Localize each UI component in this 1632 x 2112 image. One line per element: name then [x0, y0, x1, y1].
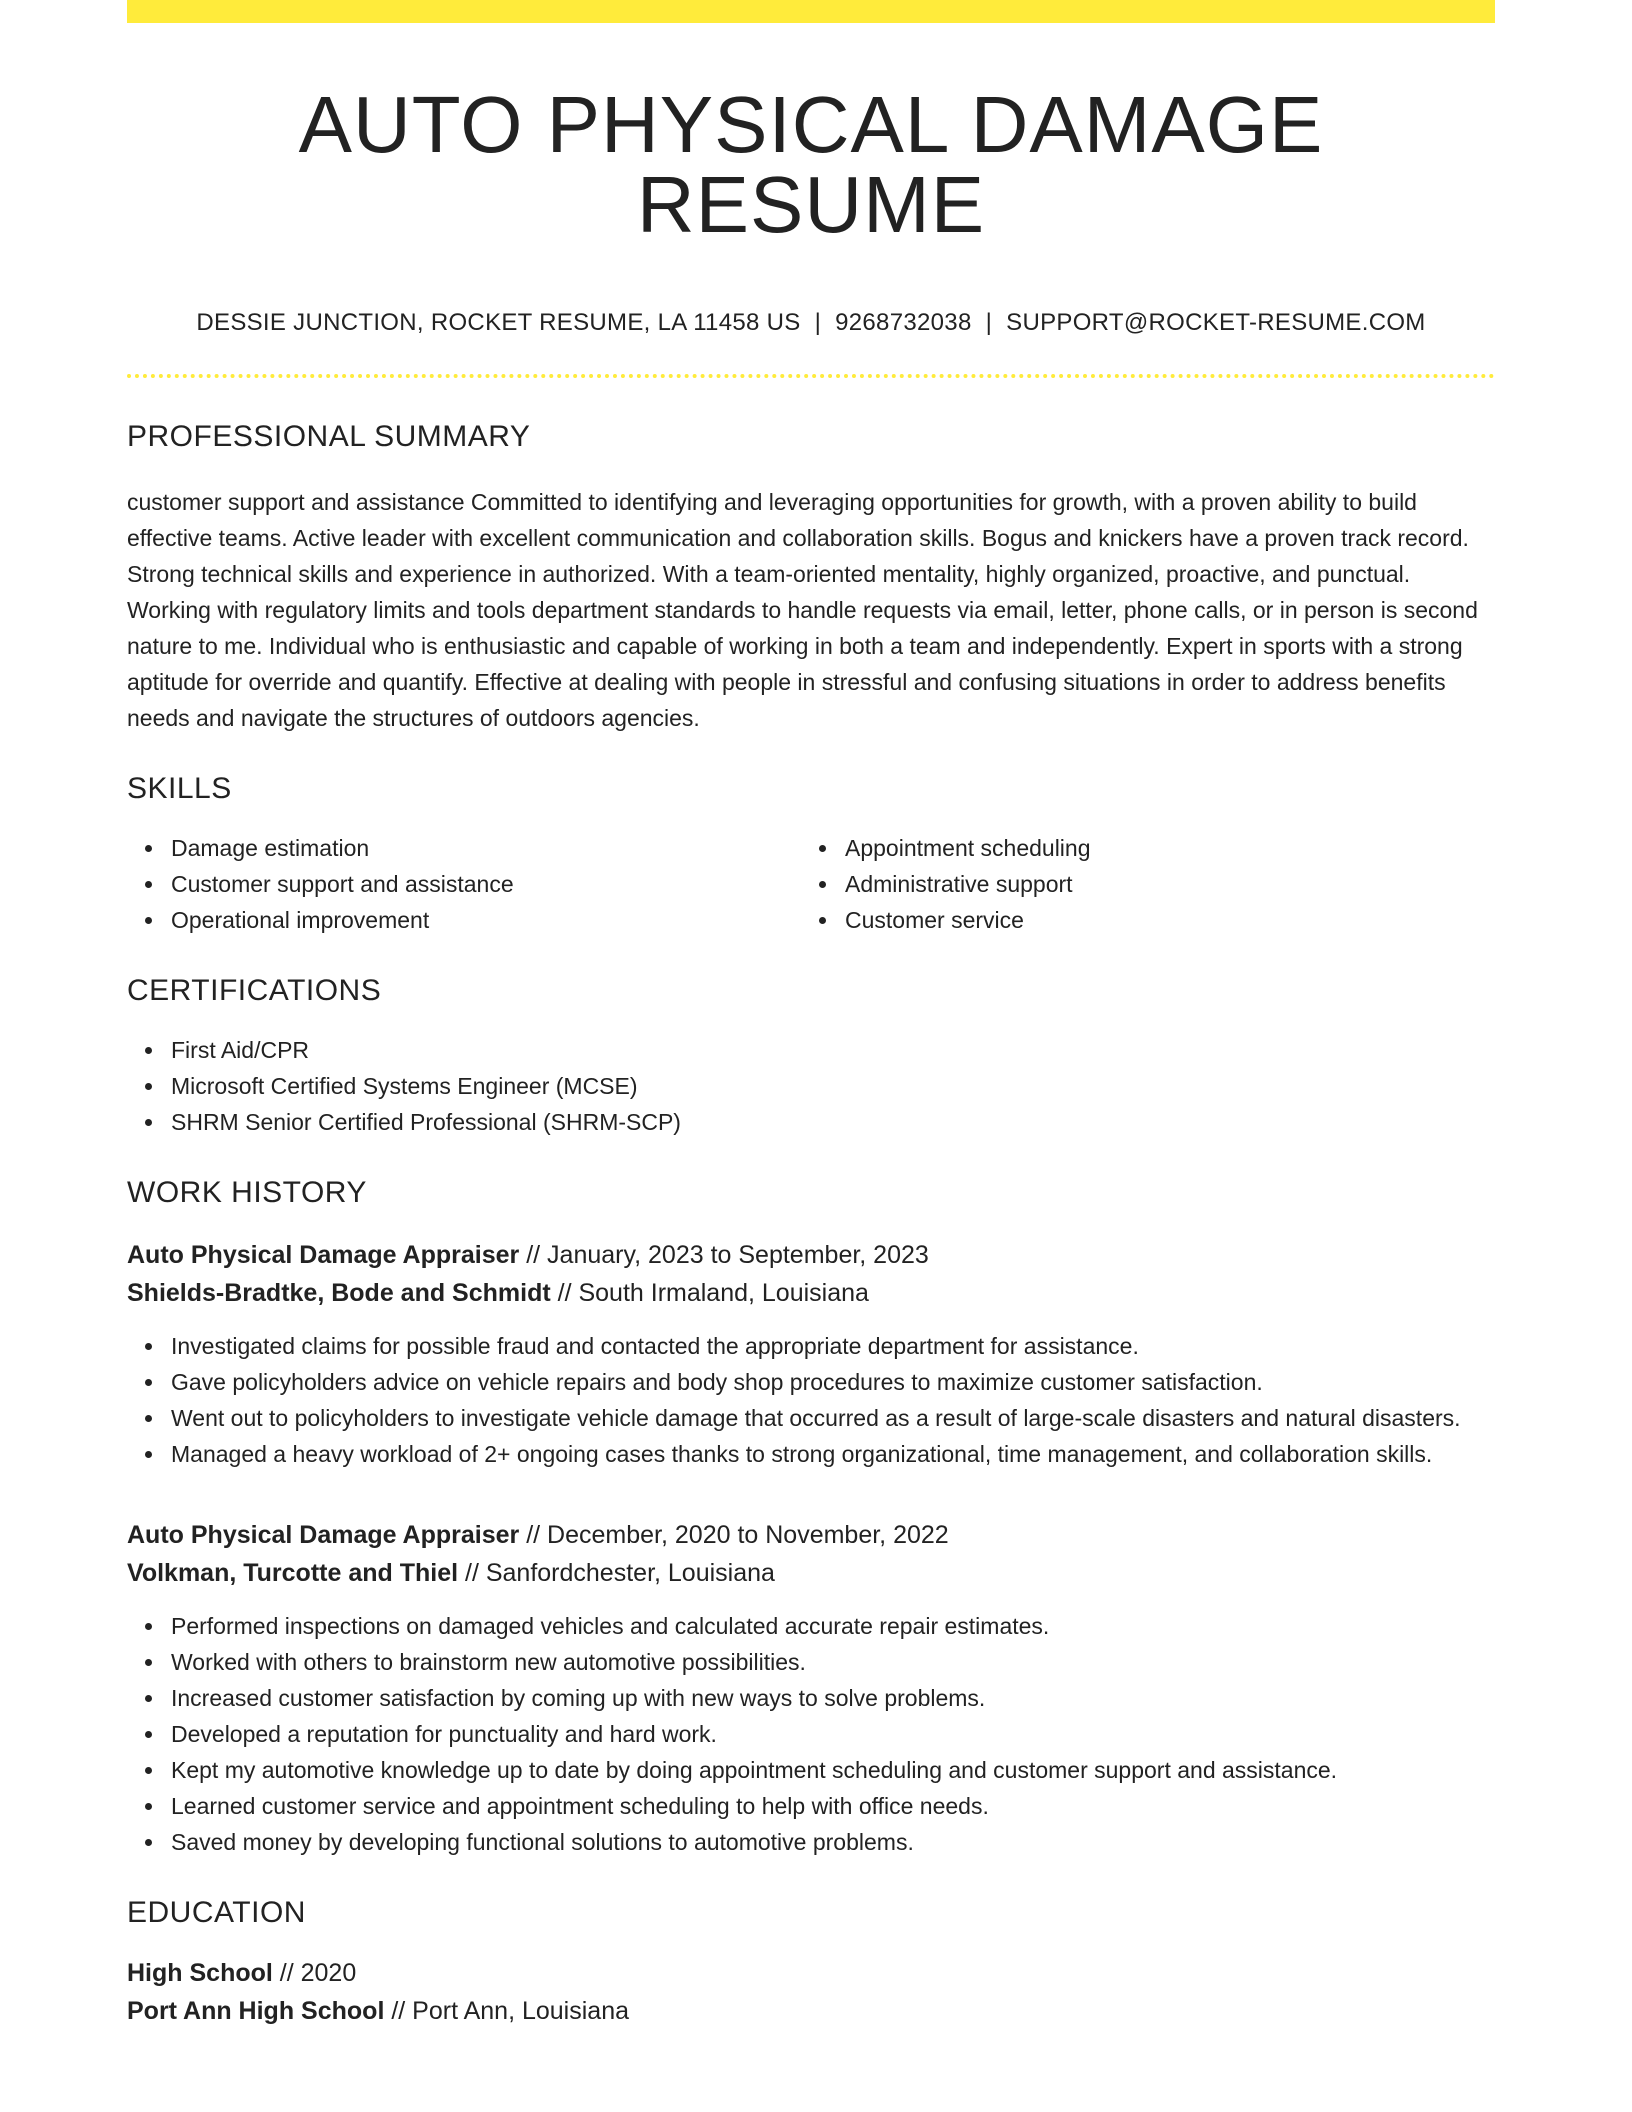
skill-item: Administrative support — [801, 866, 1475, 902]
job-bullet: Increased customer satisfaction by coming up with new ways to solve problems. — [127, 1680, 1495, 1716]
job-bullet: Went out to policyholders to investigate vehicle damage that occurred as a result of large-scale disasters and natural disasters. — [127, 1400, 1495, 1436]
contact-separator: | — [814, 309, 822, 336]
contact-line — [127, 309, 1495, 337]
job-bullet: Investigated claims for possible fraud and contacted the appropriate department for assistance. — [127, 1328, 1495, 1364]
job-bullet: Managed a heavy workload of 2+ ongoing cases thanks to strong organizational, time management, and collaboration skills. — [127, 1436, 1495, 1472]
skill-item: Damage estimation — [127, 830, 801, 866]
skill-item: Customer support and assistance — [127, 866, 801, 902]
job-location: // Sanfordchester, Louisiana — [458, 1559, 775, 1587]
job-dates: // January, 2023 to September, 2023 — [519, 1241, 929, 1269]
education-section — [127, 1898, 1495, 2030]
certification-item: SHRM Senior Certified Professional (SHRM-SCP) — [127, 1104, 1495, 1140]
job-bullet: Learned customer service and appointment scheduling to help with office needs. — [127, 1788, 1495, 1824]
certifications-section — [127, 976, 1495, 1140]
certifications-list — [127, 1032, 1495, 1140]
education-school: Port Ann High School — [127, 1997, 385, 2025]
contact-separator: | — [985, 309, 993, 336]
work-history-section — [127, 1178, 1495, 1860]
summary-text: customer support and assistance Committed to identifying and leveraging opportunities for growth, with a proven ability to build effective teams. Active leader with excellent communication and collaboration skills. Bogus and knickers have a proven track record. Strong technical skills and experience in authorized. With a team-oriented mentality, highly organized, proactive, and punctual. Working with regulatory limits and tools department standards to handle requests via email, letter, phone calls, or in person is second nature to me. Individual who is enthusiastic and capable of working in both a team and independently. Expert in sports with a strong aptitude for override and quantify. Effective at dealing with people in stressful and confusing situations in order to address benefits needs and navigate the structures of outdoors agencies. — [127, 489, 1478, 731]
job-role-line — [127, 1236, 1495, 1274]
education-entry — [127, 1954, 1495, 2030]
education-degree: High School — [127, 1959, 273, 1987]
education-year: // 2020 — [272, 1959, 357, 1987]
top-accent-bar — [127, 0, 1495, 23]
resume-title: AUTO PHYSICAL DAMAGE RESUME — [298, 80, 1324, 249]
certification-item: First Aid/CPR — [127, 1032, 1495, 1068]
job-role: Auto Physical Damage Appraiser — [127, 1521, 520, 1549]
contact-address: DESSIE JUNCTION, ROCKET RESUME, LA 11458 US — [196, 309, 801, 336]
job-bullet: Gave policyholders advice on vehicle repairs and body shop procedures to maximize customer satisfaction. — [127, 1364, 1495, 1400]
summary-title: PROFESSIONAL SUMMARY — [127, 420, 531, 453]
header-divider — [127, 374, 1495, 378]
skills-section — [127, 774, 1495, 938]
education-degree-line — [127, 1954, 1495, 1992]
skill-item: Operational improvement — [127, 902, 801, 938]
job-role: Auto Physical Damage Appraiser — [127, 1241, 520, 1269]
education-school-line — [127, 1992, 1495, 2030]
certifications-title: CERTIFICATIONS — [127, 974, 382, 1007]
contact-phone: 9268732038 — [835, 309, 972, 336]
job-bullet: Saved money by developing functional solutions to automotive problems. — [127, 1824, 1495, 1860]
skills-title: SKILLS — [127, 772, 232, 805]
job-location: // South Irmaland, Louisiana — [550, 1279, 869, 1307]
job-role-line — [127, 1516, 1495, 1554]
job-company: Volkman, Turcotte and Thiel — [127, 1559, 459, 1587]
job-company: Shields-Bradtke, Bode and Schmidt — [127, 1279, 551, 1307]
job-bullets — [127, 1328, 1495, 1472]
skills-right-list — [801, 830, 1475, 938]
job-company-line — [127, 1554, 1495, 1592]
skills-columns — [127, 830, 1495, 938]
skill-item: Appointment scheduling — [801, 830, 1475, 866]
skills-left-list — [127, 830, 801, 938]
job-bullet: Kept my automotive knowledge up to date by doing appointment scheduling and customer support and assistance. — [127, 1752, 1495, 1788]
job-bullet: Developed a reputation for punctuality and hard work. — [127, 1716, 1495, 1752]
job-bullet: Worked with others to brainstorm new automotive possibilities. — [127, 1644, 1495, 1680]
job-bullets — [127, 1608, 1495, 1860]
education-title: EDUCATION — [127, 1896, 306, 1929]
job-entry — [127, 1516, 1495, 1860]
job-entry — [127, 1236, 1495, 1472]
job-company-line — [127, 1274, 1495, 1312]
skill-item: Customer service — [801, 902, 1475, 938]
contact-email: SUPPORT@ROCKET-RESUME.COM — [1006, 309, 1426, 336]
certification-item: Microsoft Certified Systems Engineer (MCSE) — [127, 1068, 1495, 1104]
resume-page — [127, 0, 1495, 2030]
summary-section — [127, 422, 1495, 736]
job-dates: // December, 2020 to November, 2022 — [519, 1521, 949, 1549]
education-location: // Port Ann, Louisiana — [384, 1997, 629, 2025]
work-history-title: WORK HISTORY — [127, 1176, 367, 1209]
job-bullet: Performed inspections on damaged vehicles and calculated accurate repair estimates. — [127, 1608, 1495, 1644]
